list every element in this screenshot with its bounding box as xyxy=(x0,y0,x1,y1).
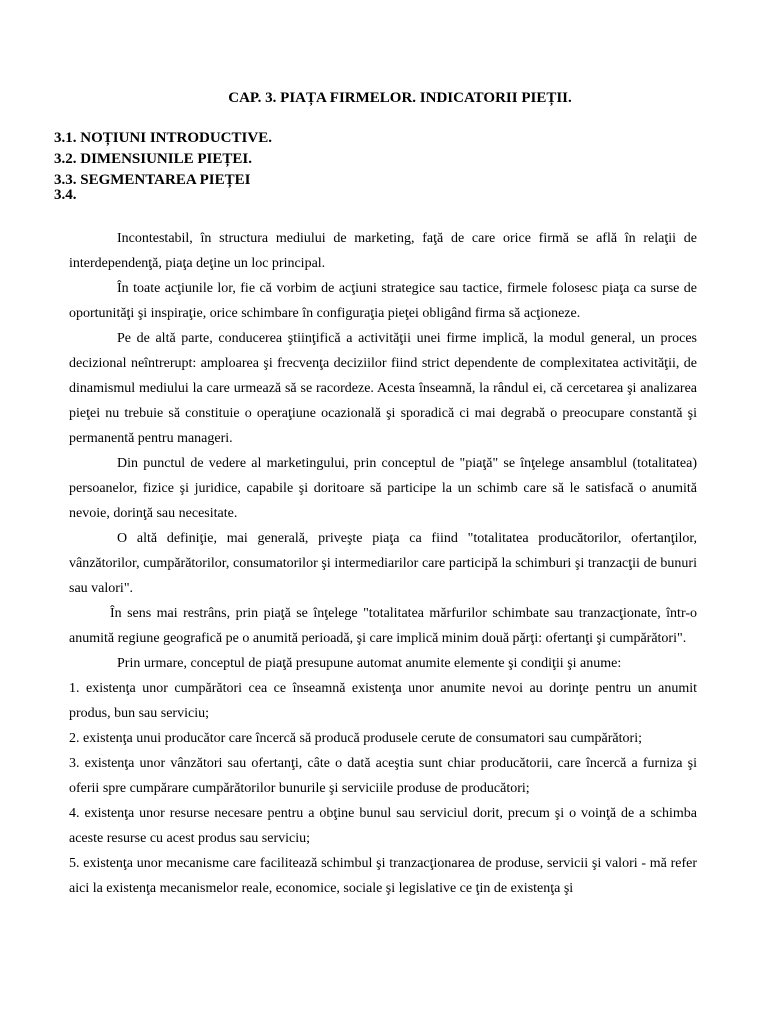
table-of-contents xyxy=(54,128,272,204)
toc-item: 3.2. DIMENSIUNILE PIEȚEI. xyxy=(54,151,252,167)
list-item: 3. existenţa unor vânzători sau ofertanţi, câte o dată aceştia sunt chiar producătorii, care încercă a furniza şi oferii spre cumpărare cumpărătorilor bunurile şi serviciile produse de producători; xyxy=(69,756,697,796)
list-item: 2. existenţa unui producător care încercă să producă produsele cerute de consumatori sau cumpărători; xyxy=(69,731,642,746)
toc-item: 3.4. xyxy=(54,187,77,203)
paragraph: În toate acţiunile lor, fie că vorbim de acţiuni strategice sau tactice, firmele folosesc piaţa ca surse de oportunităţi şi inspiraţie, orice schimbare în configuraţia pieţei obligând firma să acţioneze. xyxy=(69,281,697,321)
list-item: 1. existenţa unor cumpărători cea ce înseamnă existenţa unor anumite nevoi au dorinţe pentru un anumit produs, bun sau serviciu; xyxy=(69,681,697,721)
paragraph: Incontestabil, în structura mediului de marketing, faţă de care orice firmă se află în relaţii de interdependenţă, piaţa deţine un loc principal. xyxy=(69,231,697,271)
paragraph: Prin urmare, conceptul de piaţă presupune automat anumite elemente şi condiţii şi anume: xyxy=(117,656,622,671)
paragraph: Din punctul de vedere al marketingului, prin conceptul de "piaţă" se înţelege ansamblul (totalitatea) persoanelor, fizice şi juridice, capabile şi doritoare să participe la un schimb care să le satisfacă o anumită nevoie, dorinţă sau necesitate. xyxy=(69,456,697,521)
paragraph: În sens mai restrâns, prin piaţă se înţelege "totalitatea mărfurilor schimbate sau tranzacţionate, într-o anumită regiune geografică pe o anumită perioadă, şi care implică minim două părţi: ofertanţi şi cumpărători". xyxy=(69,606,697,646)
paragraph: Pe de altă parte, conducerea ştiinţifică a activităţii unei firme implică, la modul general, un proces decizional neîntrerupt: amploarea şi frecvenţa deciziilor fiind strict dependente de complexitatea activităţii, de dinamismul mediului la care urmează să se racordeze. Acesta înseamnă, la rândul ei, că cercetarea şi analizarea pieţei nu trebuie să constituie o operaţiune ocazională şi sporadică ci mai degrabă o preocupare constantă şi permanentă pentru manageri. xyxy=(69,331,697,446)
chapter-title: CAP. 3. PIAȚA FIRMELOR. INDICATORII PIEȚII. xyxy=(228,90,572,106)
paragraph: O altă definiţie, mai generală, priveşte piaţa ca fiind "totalitatea producătorilor, ofertanţilor, vânzătorilor, cumpărătorilor, consumatorilor şi intermediarilor care participă la schimburi şi tranzacţii de bunuri sau valori". xyxy=(69,531,697,596)
list-item: 5. existenţa unor mecanisme care facilitează schimbul şi tranzacţionarea de produse, servicii şi valori - mă refer aici la existenţa mecanismelor reale, economice, sociale şi legislative ce ţin de existenţa şi xyxy=(69,856,697,896)
toc-item: 3.1. NOȚIUNI INTRODUCTIVE. xyxy=(54,130,272,146)
list-item: 4. existenţa unor resurse necesare pentru a obţine bunul sau serviciul dorit, precum şi o voinţă de a schimba aceste resurse cu acest produs sau serviciu; xyxy=(69,806,697,846)
body-text xyxy=(69,226,697,901)
toc-item: 3.3. SEGMENTAREA PIEȚEI xyxy=(54,172,251,188)
